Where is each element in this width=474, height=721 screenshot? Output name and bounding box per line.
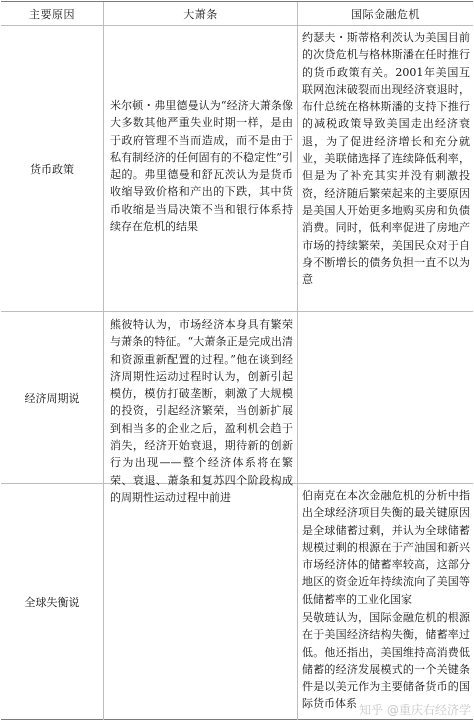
great-depression-text: 米尔顿・弗里德曼认为“经济大萧条像大多数其他严重失业时期一样，是由于政府管理不当而造成，而不是由于私有制经济的任何固有的不稳定性”引起的。弗里德曼和舒瓦茨认为是货币收缩导致价格和产出的下跌，其中货币收缩是当局决策不当和银行体系持续存在危机的结果 [110,99,293,234]
header-financial-crisis-label: 国际金融危机 [351,7,420,21]
financial-crisis-cell [298,484,473,720]
table-row-monetary-policy [1,26,473,312]
row-cause-label: 货币政策 [30,162,74,176]
row-cause-cell [1,26,104,311]
financial-crisis-text-bernanke: 伯南克在本次金融危机的分析中指出全球经济项目失衡的最关键原因是全球储蓄过剩，并认为全球储蓄规模过剩的根源在于产油国和新兴市场经济体的储蓄率较高，这部分地区的资金近年持续流向了美国等低储蓄率的工业化国家 [302,489,470,606]
financial-crisis-cell [298,26,473,311]
great-depression-text: 熊彼特认为，市场经济本身具有繁荣与萧条的特征。“大萧条正是完成出清和资源重新配置的过程。”他在谈到经济周期性运动过程时认为，创新引起模仿，模仿打破垄断，刺激了大规模的投资，引起经济繁荣，当创新扩展到相当多的企业之后，盈利机会趋于消失，经济开始衰退，期待新的创新行为出现——整个经济体系将在繁荣、衰退、萧条和复苏四个阶段构成的周期性运动过程中前进 [110,318,293,504]
header-financial-crisis [298,2,473,25]
row-cause-cell [1,312,104,483]
row-cause-label: 全球失衡说 [24,596,80,609]
great-depression-cell-empty [104,484,298,720]
financial-crisis-text-wu: 吴敬琏认为，国际金融危机的根源在于美国经济结构失衡，储蓄率过低。他还指出，美国维持高消费低储蓄的经济发展模式的一个关键条件是以美元作为主要储备货币的国际货币体系 [302,611,470,711]
row-cause-cell [1,484,104,720]
header-cause [1,2,104,25]
great-depression-cell [104,26,298,311]
great-depression-cell [104,312,298,504]
table-header-row [1,2,473,26]
table-row-global-imbalance [1,484,473,720]
financial-crisis-cell-empty [298,312,473,483]
header-great-depression [104,2,298,25]
table-row-economic-cycle [1,312,473,504]
watermark-text: 知乎 @重庆右经济学 [359,703,471,717]
comparison-table [1,1,473,720]
header-cause-label: 主要原因 [29,7,75,21]
header-great-depression-label: 大萧条 [183,7,218,21]
financial-crisis-text: 约瑟夫・斯蒂格利茨认为美国目前的次贷危机与格林斯潘在任时推行的货币政策有关。2001年美国互联网泡沫破裂而出现经济衰退时，布什总统在格林斯潘的支持下推行的减税政策导致美国走出经济衰退，为了促进经济增长和充分就业，美联储选择了连续降低利率，但是为了补充其实并没有刺激投资，经济随后繁荣起来的主要原因是美国人开始更多地购买房和负债消费。同时，低利率促进了房地产市场的持续繁荣，美国民众对于自身不断增长的债务负担一直不以为意 [302,31,470,287]
row-cause-label: 经济周期说 [24,391,80,405]
